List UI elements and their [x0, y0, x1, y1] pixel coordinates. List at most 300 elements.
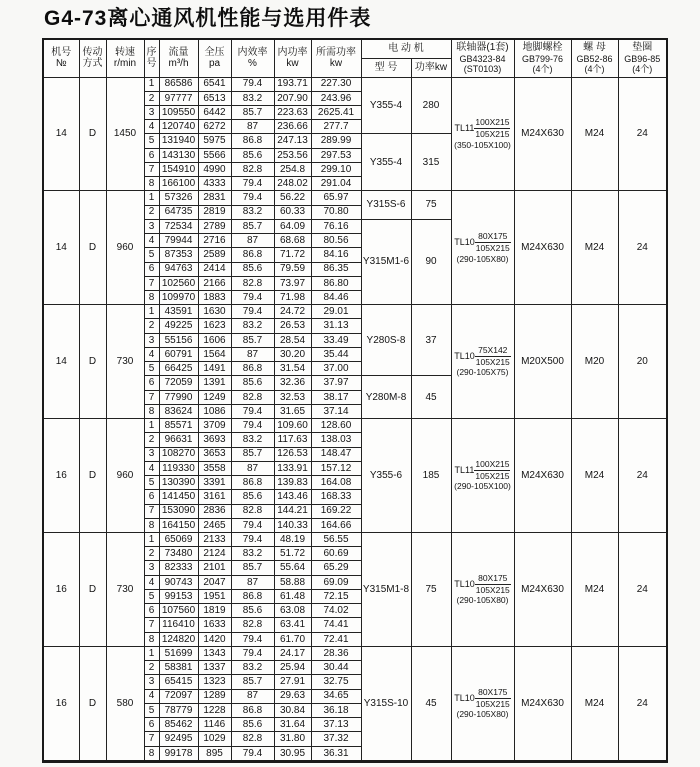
cell-flow: 85571 — [159, 419, 198, 433]
cell-pressure: 1819 — [198, 604, 231, 618]
cell-seq: 2 — [144, 433, 159, 447]
cell-seq: 3 — [144, 333, 159, 347]
cell-power: 58.88 — [274, 575, 311, 589]
table-row — [43, 419, 667, 433]
cell-seq: 5 — [144, 134, 159, 148]
cell-power: 144.21 — [274, 504, 311, 518]
cell-efficiency: 82.8 — [231, 618, 274, 632]
cell-flow: 124820 — [159, 632, 198, 646]
cell-pressure: 6442 — [198, 105, 231, 119]
cell-pressure: 3391 — [198, 476, 231, 490]
cell-pressure: 2836 — [198, 504, 231, 518]
cell-flow: 141450 — [159, 490, 198, 504]
cell-flow: 78779 — [159, 703, 198, 717]
cell-power: 139.83 — [274, 476, 311, 490]
cell-efficiency: 79.4 — [231, 404, 274, 418]
cell-flow: 72097 — [159, 689, 198, 703]
cell-pressure: 2133 — [198, 533, 231, 547]
cell-power: 30.84 — [274, 703, 311, 717]
cell-power: 133.91 — [274, 461, 311, 475]
cell-power: 32.53 — [274, 390, 311, 404]
header-drive: 传动 方式 — [79, 39, 106, 77]
cell-pressure: 1951 — [198, 589, 231, 603]
cell-seq: 1 — [144, 77, 159, 91]
cell-efficiency: 79.4 — [231, 191, 274, 205]
cell-seq: 3 — [144, 561, 159, 575]
coupling-prefix: TL10 — [454, 237, 475, 248]
cell-required-power: 227.30 — [311, 77, 361, 91]
cell-required-power: 36.18 — [311, 703, 361, 717]
coupling-fraction-top: 80X175 — [475, 573, 511, 585]
cell-required-power: 164.08 — [311, 476, 361, 490]
cell-motor-power: 45 — [411, 646, 451, 761]
cell-pressure: 6272 — [198, 120, 231, 134]
cell-motor-model: Y315S-6 — [361, 191, 411, 219]
cell-required-power: 69.09 — [311, 575, 361, 589]
cell-efficiency: 82.8 — [231, 162, 274, 176]
cell-pressure: 5975 — [198, 134, 231, 148]
cell-required-power: 28.36 — [311, 646, 361, 660]
coupling-fraction — [475, 687, 511, 709]
cell-efficiency: 85.7 — [231, 447, 274, 461]
cell-pressure: 4990 — [198, 162, 231, 176]
cell-required-power: 33.49 — [311, 333, 361, 347]
cell-required-power: 60.69 — [311, 547, 361, 561]
cell-power: 31.64 — [274, 718, 311, 732]
cell-flow: 82333 — [159, 561, 198, 575]
cell-power: 207.90 — [274, 91, 311, 105]
header-motor-group: 电 动 机 — [361, 39, 451, 58]
coupling-prefix: TL11 — [454, 123, 475, 134]
cell-coupling — [451, 533, 514, 647]
cell-efficiency: 85.7 — [231, 105, 274, 119]
cell-seq: 5 — [144, 248, 159, 262]
cell-pressure: 4333 — [198, 177, 231, 191]
cell-seq: 4 — [144, 347, 159, 361]
cell-required-power: 76.16 — [311, 219, 361, 233]
cell-required-power: 31.13 — [311, 319, 361, 333]
cell-flow: 97777 — [159, 91, 198, 105]
coupling-spec — [452, 117, 514, 139]
cell-power: 61.70 — [274, 632, 311, 646]
cell-seq: 1 — [144, 533, 159, 547]
cell-pressure: 2831 — [198, 191, 231, 205]
cell-power: 31.65 — [274, 404, 311, 418]
cell-pressure: 2124 — [198, 547, 231, 561]
header-motor-model: 型 号 — [361, 58, 411, 77]
cell-pressure: 3558 — [198, 461, 231, 475]
cell-power: 31.80 — [274, 732, 311, 746]
cell-anchor-bolt: M24X630 — [514, 533, 571, 647]
cell-coupling — [451, 191, 514, 305]
cell-power: 236.66 — [274, 120, 311, 134]
coupling-note: (290-105X80) — [456, 253, 509, 264]
cell-required-power: 56.55 — [311, 533, 361, 547]
cell-required-power: 74.02 — [311, 604, 361, 618]
cell-seq: 8 — [144, 291, 159, 305]
cell-seq: 8 — [144, 177, 159, 191]
cell-pressure: 2047 — [198, 575, 231, 589]
cell-efficiency: 82.8 — [231, 390, 274, 404]
cell-required-power: 36.31 — [311, 746, 361, 761]
cell-power: 248.02 — [274, 177, 311, 191]
cell-efficiency: 85.7 — [231, 219, 274, 233]
cell-flow: 130390 — [159, 476, 198, 490]
cell-required-power: 243.96 — [311, 91, 361, 105]
cell-flow: 99153 — [159, 589, 198, 603]
cell-efficiency: 86.8 — [231, 134, 274, 148]
cell-pressure: 6513 — [198, 91, 231, 105]
cell-required-power: 30.44 — [311, 661, 361, 675]
cell-machine-no: 14 — [43, 77, 79, 191]
cell-pressure: 1883 — [198, 291, 231, 305]
cell-pressure: 1606 — [198, 333, 231, 347]
cell-pressure: 3709 — [198, 419, 231, 433]
cell-required-power: 72.15 — [311, 589, 361, 603]
cell-seq: 2 — [144, 91, 159, 105]
cell-pressure: 6541 — [198, 77, 231, 91]
cell-seq: 5 — [144, 362, 159, 376]
coupling-note: (290-105X75) — [456, 367, 509, 378]
cell-flow: 57326 — [159, 191, 198, 205]
cell-power: 68.68 — [274, 234, 311, 248]
cell-pressure: 3653 — [198, 447, 231, 461]
cell-power: 193.71 — [274, 77, 311, 91]
cell-coupling — [451, 419, 514, 533]
cell-seq: 2 — [144, 547, 159, 561]
cell-pressure: 2716 — [198, 234, 231, 248]
cell-required-power: 70.80 — [311, 205, 361, 219]
cell-motor-model: Y315M1-8 — [361, 533, 411, 647]
cell-power: 51.72 — [274, 547, 311, 561]
cell-flow: 166100 — [159, 177, 198, 191]
coupling-fraction — [474, 117, 510, 139]
header-efficiency: 内效率 % — [231, 39, 274, 77]
cell-power: 32.36 — [274, 376, 311, 390]
cell-flow: 108270 — [159, 447, 198, 461]
cell-efficiency: 85.6 — [231, 718, 274, 732]
cell-motor-model: Y315M1-6 — [361, 219, 411, 304]
cell-flow: 43591 — [159, 305, 198, 319]
cell-anchor-bolt: M24X630 — [514, 646, 571, 761]
coupling-fraction-bottom: 105X215 — [475, 129, 510, 140]
cell-power: 223.63 — [274, 105, 311, 119]
cell-nut: M24 — [571, 646, 618, 761]
cell-seq: 3 — [144, 105, 159, 119]
cell-efficiency: 86.8 — [231, 703, 274, 717]
cell-power: 63.41 — [274, 618, 311, 632]
cell-efficiency: 79.4 — [231, 632, 274, 646]
cell-seq: 1 — [144, 305, 159, 319]
cell-machine-no: 14 — [43, 191, 79, 305]
cell-seq: 5 — [144, 476, 159, 490]
cell-seq: 7 — [144, 618, 159, 632]
cell-drive: D — [79, 646, 106, 761]
cell-coupling — [451, 305, 514, 419]
cell-speed: 730 — [106, 305, 144, 419]
cell-efficiency: 85.6 — [231, 604, 274, 618]
cell-seq: 5 — [144, 589, 159, 603]
cell-efficiency: 83.2 — [231, 91, 274, 105]
cell-flow: 120740 — [159, 120, 198, 134]
cell-efficiency: 87 — [231, 689, 274, 703]
cell-motor-model: Y280M-8 — [361, 376, 411, 419]
cell-required-power: 86.35 — [311, 262, 361, 276]
cell-motor-power: 185 — [411, 419, 451, 533]
cell-power: 24.72 — [274, 305, 311, 319]
cell-flow: 107560 — [159, 604, 198, 618]
header-motor-power: 功率kw — [411, 58, 451, 77]
cell-power: 56.22 — [274, 191, 311, 205]
cell-efficiency: 85.6 — [231, 376, 274, 390]
cell-efficiency: 87 — [231, 575, 274, 589]
cell-power: 71.98 — [274, 291, 311, 305]
cell-machine-no: 16 — [43, 646, 79, 761]
cell-motor-model: Y315S-10 — [361, 646, 411, 761]
cell-flow: 65069 — [159, 533, 198, 547]
header-required-power: 所需功率 kw — [311, 39, 361, 77]
cell-power: 55.64 — [274, 561, 311, 575]
cell-pressure: 2789 — [198, 219, 231, 233]
header-power: 内功率 kw — [274, 39, 311, 77]
cell-flow: 92495 — [159, 732, 198, 746]
cell-efficiency: 87 — [231, 234, 274, 248]
cell-required-power: 128.60 — [311, 419, 361, 433]
cell-required-power: 84.16 — [311, 248, 361, 262]
cell-machine-no: 14 — [43, 305, 79, 419]
cell-power: 25.94 — [274, 661, 311, 675]
cell-efficiency: 87 — [231, 120, 274, 134]
cell-washer: 24 — [618, 191, 667, 305]
cell-efficiency: 83.2 — [231, 319, 274, 333]
cell-seq: 7 — [144, 276, 159, 290]
cell-pressure: 1228 — [198, 703, 231, 717]
cell-pressure: 2101 — [198, 561, 231, 575]
cell-anchor-bolt: M24X630 — [514, 191, 571, 305]
cell-power: 79.59 — [274, 262, 311, 276]
cell-pressure: 1343 — [198, 646, 231, 660]
cell-power: 126.53 — [274, 447, 311, 461]
cell-required-power: 291.04 — [311, 177, 361, 191]
cell-efficiency: 85.7 — [231, 333, 274, 347]
cell-flow: 86586 — [159, 77, 198, 91]
cell-motor-power: 280 — [411, 77, 451, 134]
coupling-fraction-top: 100X215 — [475, 117, 510, 128]
coupling-fraction-bottom: 105X215 — [475, 584, 510, 595]
coupling-fraction-bottom: 105X215 — [475, 356, 510, 367]
cell-nut: M24 — [571, 77, 618, 191]
cell-flow: 96631 — [159, 433, 198, 447]
cell-flow: 58381 — [159, 661, 198, 675]
coupling-prefix: TL10 — [454, 692, 475, 703]
table-row — [43, 191, 667, 205]
cell-seq: 7 — [144, 732, 159, 746]
cell-efficiency: 83.2 — [231, 547, 274, 561]
cell-flow: 72534 — [159, 219, 198, 233]
cell-motor-model: Y280S-8 — [361, 305, 411, 376]
cell-flow: 65415 — [159, 675, 198, 689]
cell-required-power: 38.17 — [311, 390, 361, 404]
cell-efficiency: 79.4 — [231, 77, 274, 91]
cell-required-power: 65.29 — [311, 561, 361, 575]
cell-seq: 3 — [144, 219, 159, 233]
cell-pressure: 2465 — [198, 518, 231, 532]
cell-pressure: 1086 — [198, 404, 231, 418]
cell-required-power: 74.41 — [311, 618, 361, 632]
header-pressure: 全压 pa — [198, 39, 231, 77]
cell-efficiency: 85.7 — [231, 675, 274, 689]
cell-seq: 2 — [144, 661, 159, 675]
cell-seq: 5 — [144, 703, 159, 717]
cell-pressure: 3161 — [198, 490, 231, 504]
coupling-fraction — [475, 573, 511, 595]
cell-pressure: 1564 — [198, 347, 231, 361]
coupling-fraction-bottom: 105X215 — [475, 470, 510, 481]
cell-pressure: 1323 — [198, 675, 231, 689]
cell-flow: 66425 — [159, 362, 198, 376]
cell-efficiency: 79.4 — [231, 518, 274, 532]
coupling-note: (350-105X100) — [454, 139, 511, 150]
cell-pressure: 1249 — [198, 390, 231, 404]
table-row — [43, 77, 667, 91]
cell-seq: 7 — [144, 390, 159, 404]
cell-efficiency: 82.8 — [231, 504, 274, 518]
cell-speed: 960 — [106, 191, 144, 305]
coupling-fraction — [475, 231, 511, 253]
cell-pressure: 1633 — [198, 618, 231, 632]
cell-pressure: 5566 — [198, 148, 231, 162]
cell-efficiency: 79.4 — [231, 305, 274, 319]
cell-power: 28.54 — [274, 333, 311, 347]
cell-required-power: 297.53 — [311, 148, 361, 162]
coupling-spec — [452, 345, 514, 367]
cell-flow: 73480 — [159, 547, 198, 561]
cell-required-power: 80.56 — [311, 234, 361, 248]
coupling-fraction-bottom: 105X215 — [475, 242, 510, 253]
cell-pressure: 1391 — [198, 376, 231, 390]
cell-seq: 4 — [144, 461, 159, 475]
cell-coupling — [451, 646, 514, 761]
cell-seq: 6 — [144, 490, 159, 504]
cell-required-power: 2625.41 — [311, 105, 361, 119]
cell-pressure: 1146 — [198, 718, 231, 732]
cell-flow: 109550 — [159, 105, 198, 119]
header-washer: 垫圈 GB96-85 (4个) — [618, 39, 667, 77]
cell-speed: 730 — [106, 533, 144, 647]
coupling-fraction-top: 100X215 — [475, 459, 510, 470]
coupling-prefix: TL11 — [454, 465, 475, 475]
cell-seq: 8 — [144, 404, 159, 418]
cell-flow: 99178 — [159, 746, 198, 761]
cell-flow: 87353 — [159, 248, 198, 262]
cell-machine-no: 16 — [43, 419, 79, 533]
cell-power: 117.63 — [274, 433, 311, 447]
cell-efficiency: 83.2 — [231, 433, 274, 447]
cell-required-power: 86.80 — [311, 276, 361, 290]
cell-seq: 8 — [144, 518, 159, 532]
cell-pressure: 1420 — [198, 632, 231, 646]
cell-drive: D — [79, 533, 106, 647]
cell-efficiency: 85.6 — [231, 490, 274, 504]
cell-power: 60.33 — [274, 205, 311, 219]
cell-efficiency: 79.4 — [231, 177, 274, 191]
cell-power: 48.19 — [274, 533, 311, 547]
cell-required-power: 37.32 — [311, 732, 361, 746]
header-coupling: 联轴器(1套) GB4323-84 (ST0103) — [451, 39, 514, 77]
cell-flow: 55156 — [159, 333, 198, 347]
cell-required-power: 277.7 — [311, 120, 361, 134]
cell-seq: 4 — [144, 234, 159, 248]
cell-flow: 109970 — [159, 291, 198, 305]
cell-power: 140.33 — [274, 518, 311, 532]
cell-required-power: 72.41 — [311, 632, 361, 646]
table-row — [43, 646, 667, 660]
coupling-prefix: TL10 — [454, 578, 475, 589]
coupling-spec — [452, 231, 514, 253]
cell-efficiency: 86.8 — [231, 476, 274, 490]
cell-pressure: 1289 — [198, 689, 231, 703]
cell-anchor-bolt: M24X630 — [514, 77, 571, 191]
cell-efficiency: 83.2 — [231, 661, 274, 675]
cell-seq: 2 — [144, 205, 159, 219]
cell-power: 26.53 — [274, 319, 311, 333]
cell-power: 24.17 — [274, 646, 311, 660]
cell-washer: 24 — [618, 77, 667, 191]
cell-power: 247.13 — [274, 134, 311, 148]
cell-flow: 143130 — [159, 148, 198, 162]
cell-seq: 7 — [144, 504, 159, 518]
header-machine-no: 机号 № — [43, 39, 79, 77]
cell-power: 71.72 — [274, 248, 311, 262]
cell-flow: 154910 — [159, 162, 198, 176]
coupling-note: (290-105X100) — [454, 481, 511, 492]
cell-seq: 3 — [144, 675, 159, 689]
cell-nut: M24 — [571, 533, 618, 647]
cell-flow: 90743 — [159, 575, 198, 589]
cell-power: 30.95 — [274, 746, 311, 761]
coupling-fraction — [475, 345, 511, 367]
cell-motor-power: 315 — [411, 134, 451, 191]
cell-washer: 20 — [618, 305, 667, 419]
cell-anchor-bolt: M20X500 — [514, 305, 571, 419]
cell-required-power: 168.33 — [311, 490, 361, 504]
cell-drive: D — [79, 419, 106, 533]
table-row — [43, 305, 667, 319]
cell-required-power: 157.12 — [311, 461, 361, 475]
cell-required-power: 32.75 — [311, 675, 361, 689]
cell-pressure: 2414 — [198, 262, 231, 276]
header-seq: 序 号 — [144, 39, 159, 77]
cell-motor-power: 75 — [411, 533, 451, 647]
cell-flow: 64735 — [159, 205, 198, 219]
cell-pressure: 1337 — [198, 661, 231, 675]
coupling-fraction-top: 80X175 — [475, 687, 511, 699]
cell-seq: 6 — [144, 376, 159, 390]
cell-required-power: 35.44 — [311, 347, 361, 361]
cell-required-power: 29.01 — [311, 305, 361, 319]
cell-seq: 4 — [144, 689, 159, 703]
cell-power: 109.60 — [274, 419, 311, 433]
cell-pressure: 1029 — [198, 732, 231, 746]
cell-flow: 51699 — [159, 646, 198, 660]
cell-pressure: 2819 — [198, 205, 231, 219]
cell-seq: 8 — [144, 746, 159, 761]
cell-efficiency: 79.4 — [231, 533, 274, 547]
page-title: G4-73离心通风机性能与选用件表 — [44, 7, 372, 30]
cell-flow: 49225 — [159, 319, 198, 333]
cell-power: 143.46 — [274, 490, 311, 504]
header-flow: 流量 m³/h — [159, 39, 198, 77]
